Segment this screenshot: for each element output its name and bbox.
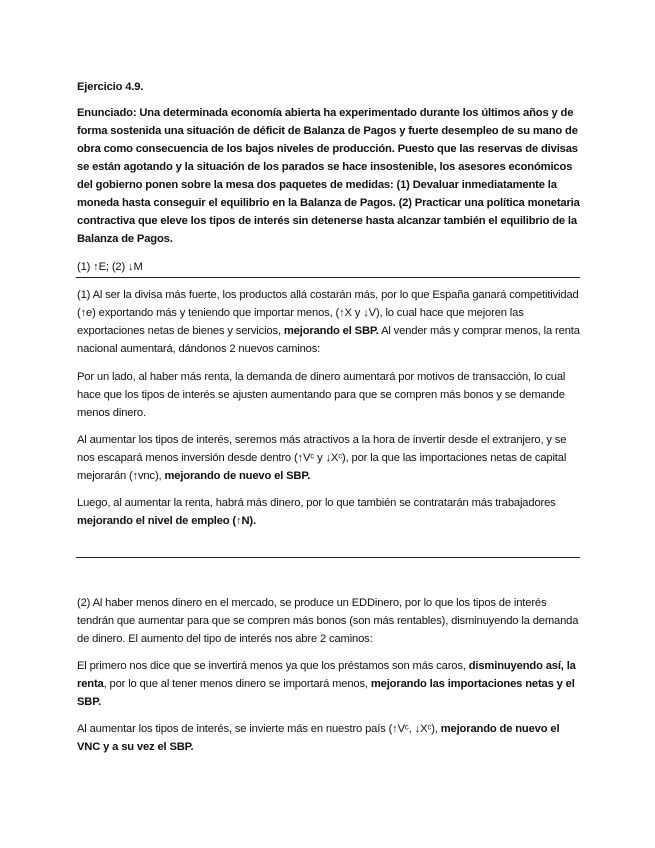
part2-paragraph-1: (2) Al haber menos dinero en el mercado, se produce un EDDinero, por lo que los tipos de interés tendrán que aumentar para que se compren más bonos (son más rentables), disminuyendo la demanda de dinero. El aumento del tipo de interés nos abre 2 caminos: [77, 597, 579, 645]
text-run: Al vender más y comprar menos, la renta nacional aumentará, dándonos 2 nuevos caminos: [77, 325, 580, 355]
bold-run: mejorando de nuevo el SBP. [164, 470, 311, 482]
bold-run: disminuyendo así, la renta [77, 660, 576, 690]
bold-run: mejorando el nivel de empleo (↑N). [77, 515, 256, 527]
part1-paragraph-4 [77, 494, 582, 530]
divider-bottom [76, 557, 580, 558]
text-run: (1) Al ser la divisa más fuerte, los productos allá costarán más, por lo que España ganará competitividad (↑e) exportando más y teniendo que importar menos, (↑X y ↓V), lo cual hace que mejoren las exportaciones netas de bienes y servicios, [77, 289, 579, 337]
text-run: Al aumentar los tipos de interés, seremos más atractivos a la hora de invertir desde el extranjero, y se nos escapará menos inversión desde dentro (↑Vᶜ y ↓Xᶜ), por la que las importaciones netas de capital mejorarán (↑vnc), [77, 434, 567, 482]
bold-run: mejorando de nuevo el VNC y a su vez el SBP. [77, 723, 560, 753]
part2-paragraph-3 [77, 720, 582, 756]
bold-run: mejorando el SBP. [283, 325, 379, 337]
exercise-title: Ejercicio 4.9. [77, 81, 144, 93]
part1-paragraph-1 [77, 286, 582, 358]
text-run: Luego, al aumentar la renta, habrá más dinero, por lo que también se contratarán más trabajadores [77, 497, 556, 509]
answer-summary: (1) ↑E; (2) ↓M [77, 261, 143, 273]
text-run: El primero nos dice que se invertirá menos ya que los préstamos son más caros, [77, 660, 466, 672]
part1-paragraph-3 [77, 431, 582, 485]
bold-run: mejorando las importaciones netas y el SBP. [77, 678, 575, 708]
part1-paragraph-2: Por un lado, al haber más renta, la demanda de dinero aumentará por motivos de transacción, lo cual hace que los tipos de interés se ajusten aumentando para que se compren más bonos y se demande menos dinero. [77, 371, 566, 419]
text-run: , por lo que al tener menos dinero se importará menos, [103, 678, 368, 690]
problem-statement: Enunciado: Una determinada economía abierta ha experimentado durante los últimos años y de forma sostenida una situación de déficit de Balanza de Pagos y fuerte desempleo de su mano de obra como consecuencia de los bajos niveles de producción. Puesto que las reservas de divisas se están agotando y la situación de los parados se hace insostenible, los asesores económicos del gobierno ponen sobre la mesa dos paquetes de medidas: (1) Devaluar inmediatamente la moneda hasta conseguir el equilibrio en la Balanza de Pagos. (2) Practicar una política monetaria contractiva que eleve los tipos de interés sin detenerse hasta alcanzar también el equilibrio de la Balanza de Pagos. [77, 107, 580, 245]
divider-top [76, 277, 580, 278]
text-run: Al aumentar los tipos de interés, se invierte más en nuestro país (↑Vᶜ, ↓Xᶜ), [77, 723, 438, 735]
part2-paragraph-2 [77, 657, 582, 711]
